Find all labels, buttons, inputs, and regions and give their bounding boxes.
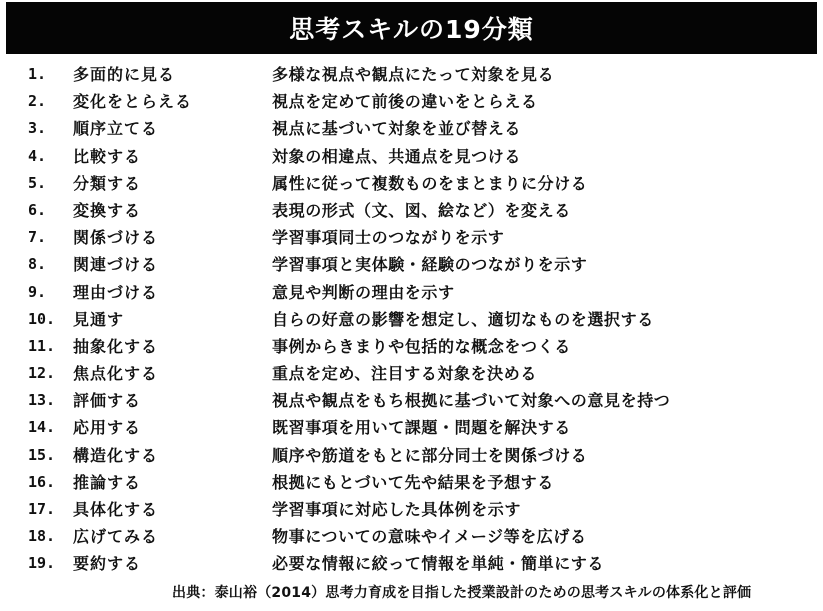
item-number: 1. — [28, 65, 47, 83]
list-item — [0, 143, 823, 170]
item-number: 3. — [28, 119, 47, 138]
item-number: 2. — [28, 92, 47, 111]
list-item — [0, 251, 823, 278]
page-title: 思考スキルの19分類 — [289, 15, 534, 44]
list-item — [0, 414, 823, 441]
list-item — [0, 333, 823, 360]
skill-name: 順序立てる — [73, 119, 159, 139]
item-number: 19. — [28, 554, 56, 573]
list-item — [0, 197, 823, 224]
source-citation: 出典：泰山裕（2014）思考力育成を目指した授業設計のための思考スキルの体系化と評価 — [172, 585, 752, 601]
skill-name: 関連づける — [73, 255, 159, 275]
skill-description: 視点を定めて前後の違いをとらえる — [272, 92, 538, 112]
item-number: 5. — [28, 173, 47, 192]
list-item — [0, 387, 823, 414]
skill-description: 学習事項同士のつながりを示す — [272, 228, 505, 248]
skill-name: 見通す — [73, 309, 125, 329]
skill-description: 対象の相違点、共通点を見つける — [272, 146, 522, 166]
skill-name: 抽象化する — [73, 336, 159, 356]
item-number: 12. — [28, 364, 56, 383]
skill-description: 順序や筋道をもとに部分同士を関係づける — [272, 445, 588, 465]
item-number: 7. — [28, 228, 47, 247]
list-item — [0, 442, 823, 469]
skill-name: 比較する — [73, 146, 142, 166]
skill-description: 根拠にもとづいて先や結果を予想する — [272, 472, 554, 492]
item-number: 9. — [28, 282, 47, 301]
list-item — [0, 115, 823, 142]
list-item — [0, 279, 823, 306]
item-number: 14. — [28, 418, 56, 437]
skill-description: 学習事項に対応した具体例を示す — [272, 500, 522, 519]
skill-name: 具体化する — [73, 500, 159, 519]
item-number: 15. — [28, 445, 56, 464]
list-item — [0, 550, 823, 577]
item-number: 6. — [28, 200, 47, 219]
skill-list — [0, 61, 823, 578]
title-banner — [6, 2, 817, 54]
list-item — [0, 61, 823, 88]
item-number: 13. — [28, 391, 56, 410]
skill-description: 重点を定め、注目する対象を決める — [272, 364, 537, 384]
skill-description: 表現の形式（文、図、絵など）を変える — [272, 200, 571, 220]
skill-name: 焦点化する — [73, 364, 159, 384]
skill-description: 学習事項と実体験・経験のつながりを示す — [272, 255, 588, 275]
skill-name: 分類する — [73, 173, 142, 193]
skill-description: 属性に従って複数ものをまとまりに分ける — [272, 173, 588, 193]
skill-description: 多様な視点や観点にたって対象を見る — [272, 65, 555, 84]
item-number: 10. — [28, 309, 56, 328]
skill-name: 理由づける — [73, 282, 159, 302]
list-item — [0, 170, 823, 197]
skill-name: 推論する — [73, 472, 142, 492]
list-item — [0, 469, 823, 496]
item-number: 8. — [28, 255, 47, 274]
list-item — [0, 523, 823, 550]
skill-description: 自らの好意の影響を想定し、適切なものを選択する — [272, 309, 654, 329]
list-item — [0, 306, 823, 333]
skill-name: 関係づける — [73, 228, 159, 248]
item-number: 16. — [28, 472, 56, 491]
skill-name: 構造化する — [73, 445, 159, 465]
skill-name: 要約する — [73, 554, 142, 574]
item-number: 17. — [28, 500, 56, 518]
item-number: 4. — [28, 146, 47, 165]
list-item — [0, 496, 823, 523]
skill-description: 意見や判断の理由を示す — [272, 282, 455, 302]
skill-name: 広げてみる — [73, 527, 159, 547]
skill-name: 変化をとらえる — [73, 92, 193, 112]
skill-description: 物事についての意味やイメージ等を広げる — [272, 527, 587, 547]
skill-description: 既習事項を用いて課題・問題を解決する — [272, 418, 571, 438]
skill-name: 変換する — [73, 200, 142, 220]
list-item — [0, 88, 823, 115]
skill-name: 多面的に見る — [73, 65, 176, 84]
skill-description: 視点や観点をもち根拠に基づいて対象への意見を持つ — [272, 391, 671, 411]
item-number: 11. — [28, 336, 56, 355]
list-item — [0, 360, 823, 387]
skill-name: 応用する — [73, 418, 142, 438]
skill-description: 必要な情報に絞って情報を単純・簡単にする — [272, 554, 605, 574]
list-item — [0, 224, 823, 251]
skill-description: 視点に基づいて対象を並び替える — [272, 119, 522, 139]
skill-description: 事例からきまりや包括的な概念をつくる — [272, 336, 571, 356]
skill-name: 評価する — [73, 391, 142, 411]
item-number: 18. — [28, 527, 56, 546]
